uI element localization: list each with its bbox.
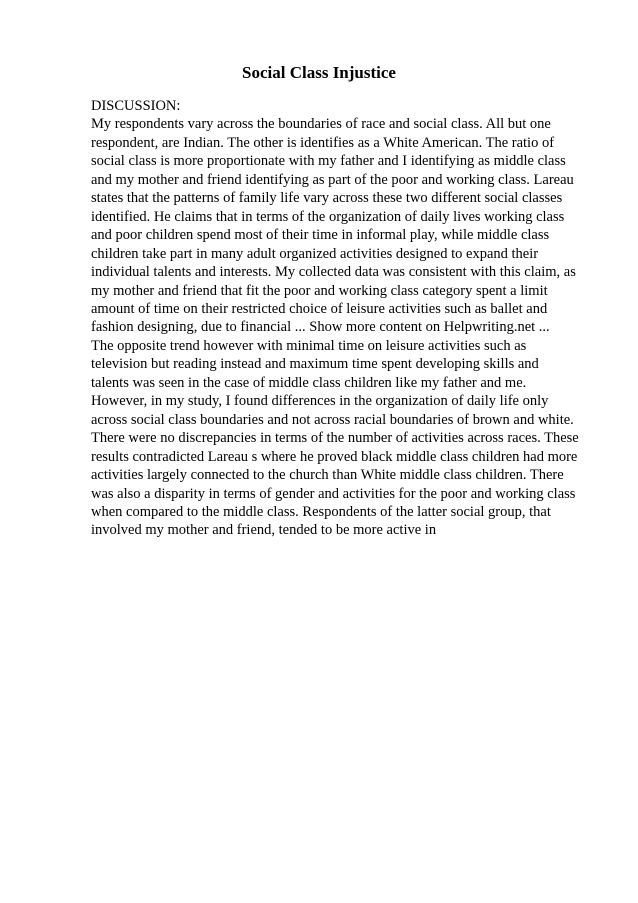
text-line: and poor children spend most of their time in informal play, while middle class [91, 227, 550, 244]
text-line: involved my mother and friend, tended to be more active in [91, 522, 437, 539]
text-line: my mother and friend that fit the poor and working class category spent a limit [91, 282, 548, 299]
text-line: fashion designing, due to financial ... Show more content on Helpwriting.net ... [91, 319, 550, 336]
text-line: was also a disparity in terms of gender and activities for the poor and working class [91, 485, 576, 502]
text-line: There were no discrepancies in terms of the number of activities across races. These [91, 430, 579, 447]
text-line: respondent, are Indian. The other is identifies as a White American. The ratio of [91, 134, 555, 151]
text-line: social class is more proportionate with my father and I identifying as middle class [91, 153, 566, 170]
text-line: individual talents and interests. My collected data was consistent with this claim, as [91, 264, 576, 281]
text-line: activities largely connected to the church than White middle class children. There [91, 467, 564, 484]
text-line: talents was seen in the case of middle class children like my father and me. [91, 374, 527, 391]
text-line: results contradicted Lareau s where he proved black middle class children had more [91, 448, 578, 465]
text-line: children take part in many adult organized activities designed to expand their [91, 245, 539, 262]
text-line: and my mother and friend identifying as part of the poor and working class. Lareau [91, 171, 574, 188]
text-line: amount of time on their restricted choice of leisure activities such as ballet and [91, 300, 548, 317]
text-line: The opposite trend however with minimal time on leisure activities such as [91, 337, 527, 354]
text-line: across social class boundaries and not across racial boundaries of brown and white. [91, 411, 574, 428]
document-title: Social Class Injustice [242, 63, 396, 82]
text-line: identified. He claims that in terms of the organization of daily lives working class [91, 208, 565, 225]
document-body [91, 97, 638, 540]
text-line: television but reading instead and maximum time spent developing skills and [91, 356, 539, 373]
text-line: However, in my study, I found differences in the organization of daily life only [91, 393, 549, 410]
text-line: DISCUSSION: [91, 98, 181, 114]
text-line: when compared to the middle class. Respondents of the latter social group, that [91, 503, 551, 520]
text-line: states that the patterns of family life vary across these two different social classes [91, 190, 563, 207]
text-line: My respondents vary across the boundaries of race and social class. All but one [91, 116, 551, 133]
